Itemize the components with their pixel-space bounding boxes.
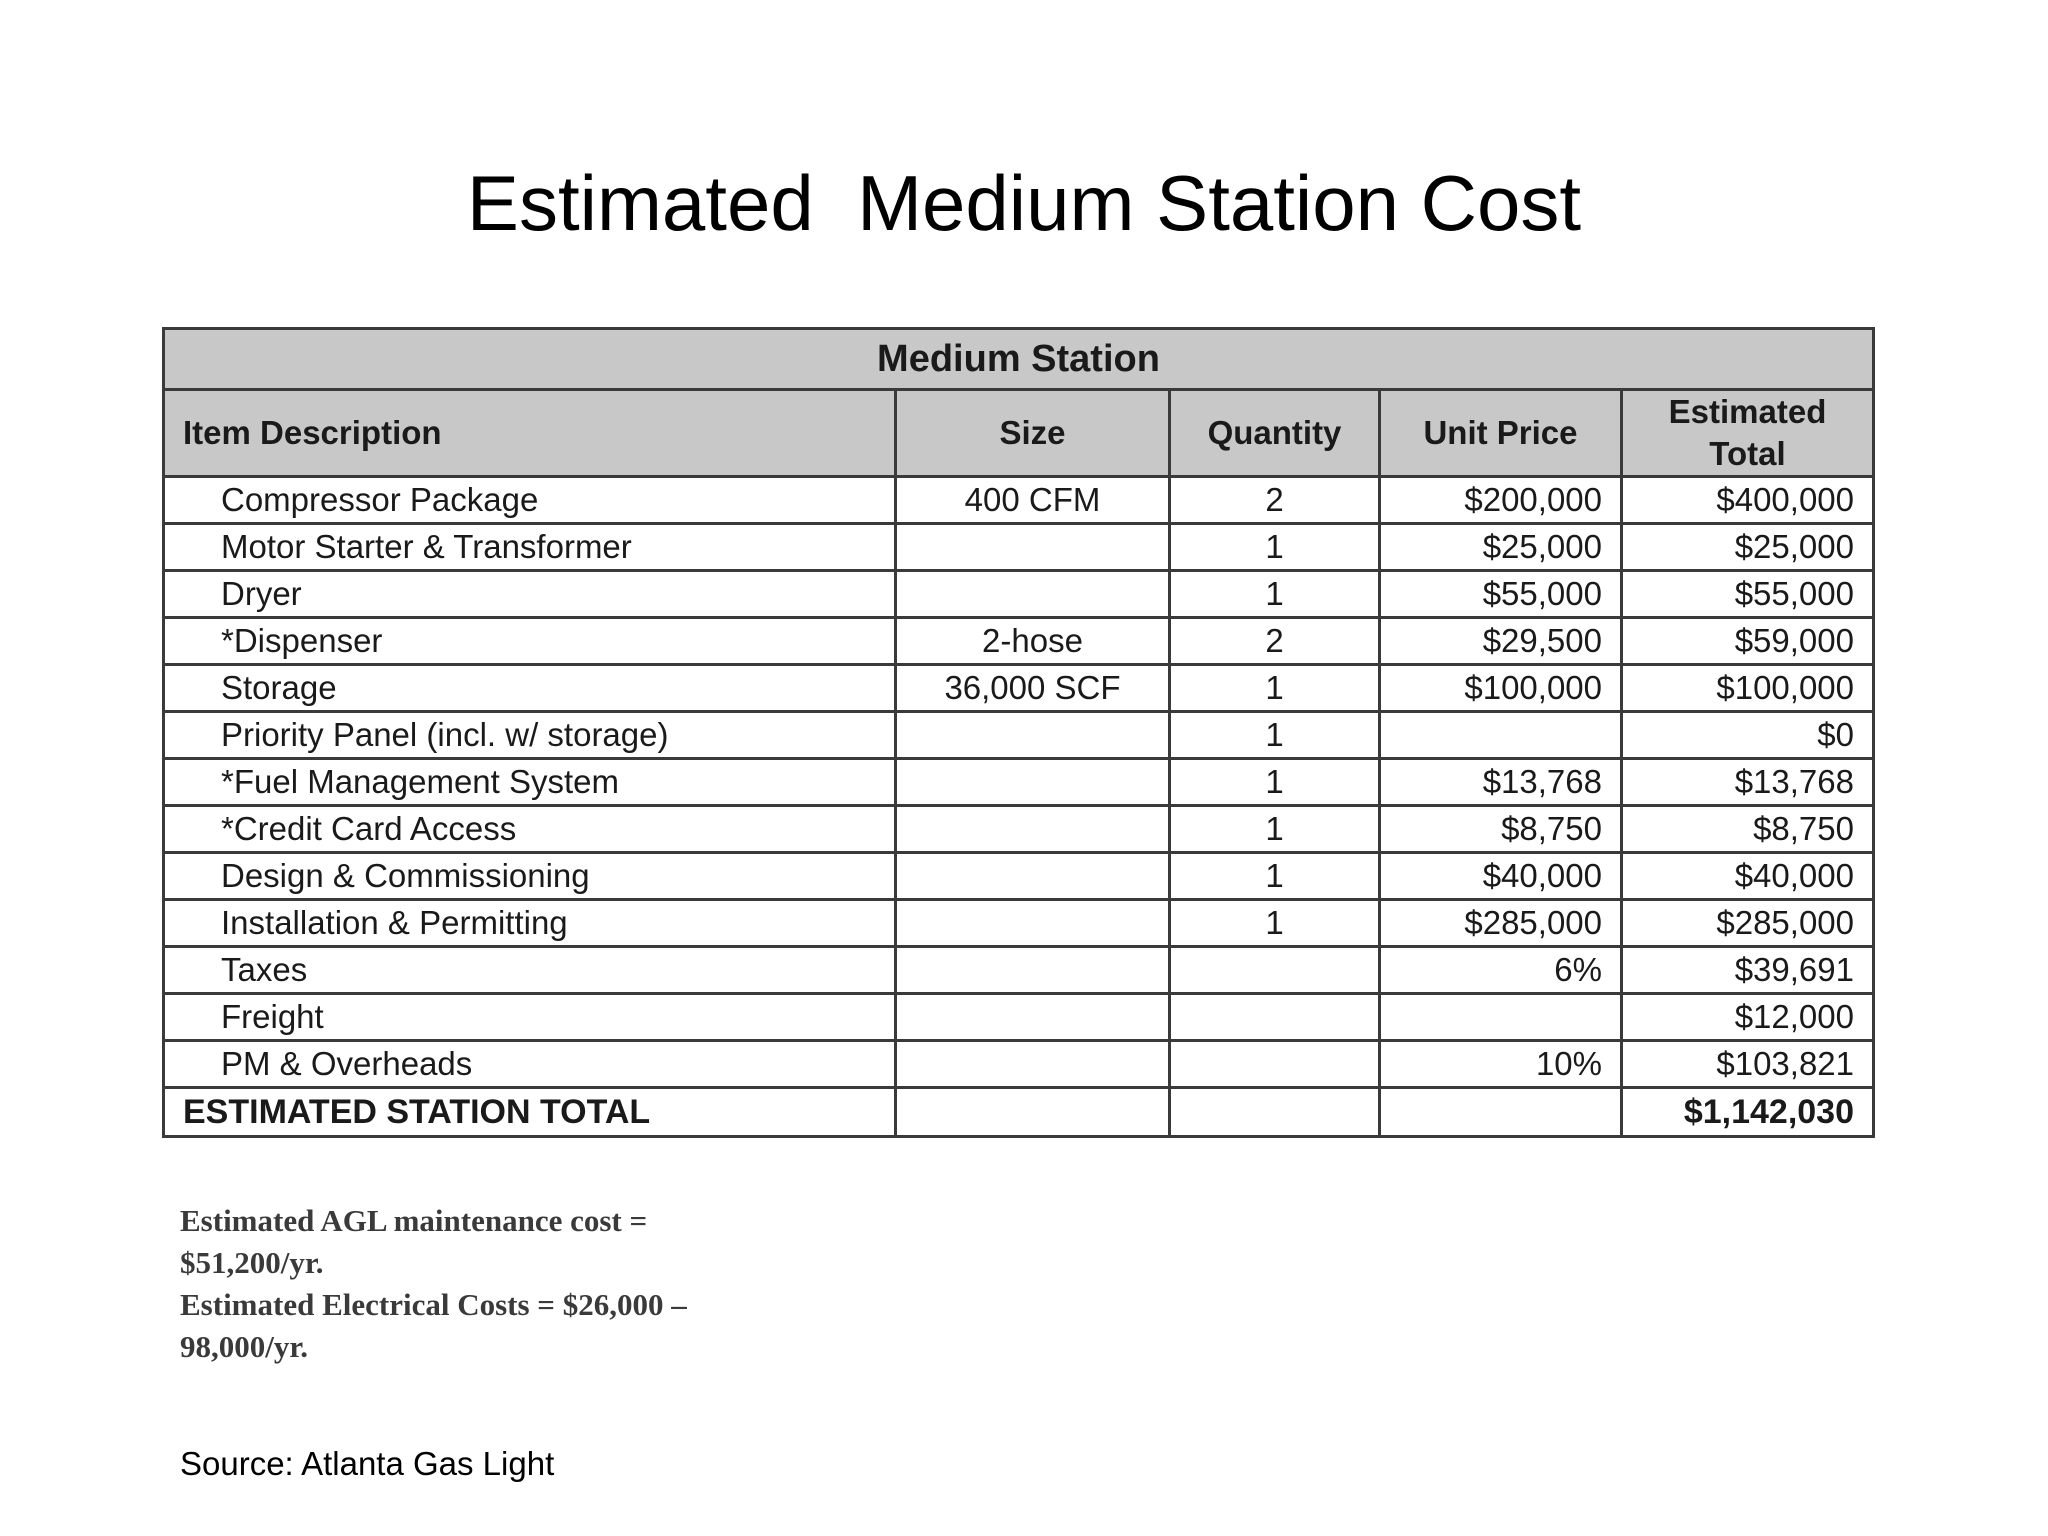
item-unit-price: $8,750 [1380, 806, 1622, 853]
item-size [896, 947, 1170, 994]
item-size [896, 853, 1170, 900]
slide-title: Estimated Medium Station Cost [466, 159, 1582, 247]
total-row [164, 1088, 1874, 1137]
item-quantity [1170, 994, 1380, 1041]
item-quantity: 1 [1170, 806, 1380, 853]
item-total: $103,821 [1622, 1041, 1874, 1088]
header-estimated-total-line1: Estimated [1668, 393, 1827, 430]
item-quantity: 2 [1170, 618, 1380, 665]
item-description: *Fuel Management System [164, 759, 896, 806]
table-row [164, 806, 1874, 853]
note-maintenance-label: Estimated AGL maintenance cost = [180, 1203, 648, 1238]
table-row [164, 759, 1874, 806]
item-size: 400 CFM [896, 477, 1170, 524]
item-total: $8,750 [1622, 806, 1874, 853]
item-size: 36,000 SCF [896, 665, 1170, 712]
item-quantity: 1 [1170, 853, 1380, 900]
item-quantity [1170, 1041, 1380, 1088]
item-description: *Dispenser [164, 618, 896, 665]
item-description: *Credit Card Access [164, 806, 896, 853]
item-description: Dryer [164, 571, 896, 618]
item-total: $12,000 [1622, 994, 1874, 1041]
item-quantity: 1 [1170, 759, 1380, 806]
header-unit-price: Unit Price [1380, 390, 1622, 477]
item-unit-price: $100,000 [1380, 665, 1622, 712]
item-total: $13,768 [1622, 759, 1874, 806]
item-unit-price: $29,500 [1380, 618, 1622, 665]
item-description: PM & Overheads [164, 1041, 896, 1088]
item-quantity: 1 [1170, 665, 1380, 712]
table-row [164, 477, 1874, 524]
note-electrical-value: 98,000/yr. [180, 1329, 309, 1364]
item-size [896, 524, 1170, 571]
item-unit-price: 10% [1380, 1041, 1622, 1088]
item-unit-price: $55,000 [1380, 571, 1622, 618]
header-quantity: Quantity [1170, 390, 1380, 477]
table-row [164, 994, 1874, 1041]
total-size-empty [896, 1088, 1170, 1137]
table-row [164, 665, 1874, 712]
item-description: Storage [164, 665, 896, 712]
total-label: ESTIMATED STATION TOTAL [164, 1088, 896, 1137]
header-size: Size [896, 390, 1170, 477]
table-row [164, 571, 1874, 618]
table-row [164, 853, 1874, 900]
item-size [896, 571, 1170, 618]
source-credit: Source: Atlanta Gas Light [180, 1445, 555, 1482]
table-row [164, 1041, 1874, 1088]
station-cost-table [162, 327, 1875, 1138]
item-quantity: 1 [1170, 712, 1380, 759]
item-description: Motor Starter & Transformer [164, 524, 896, 571]
item-size [896, 994, 1170, 1041]
item-unit-price: $13,768 [1380, 759, 1622, 806]
item-total: $25,000 [1622, 524, 1874, 571]
header-estimated-total-line2: Total [1709, 435, 1786, 472]
item-total: $59,000 [1622, 618, 1874, 665]
table-row [164, 900, 1874, 947]
item-size: 2-hose [896, 618, 1170, 665]
table-row [164, 712, 1874, 759]
item-description: Compressor Package [164, 477, 896, 524]
item-unit-price: $200,000 [1380, 477, 1622, 524]
table-row [164, 947, 1874, 994]
header-item-description: Item Description [164, 390, 896, 477]
item-description: Installation & Permitting [164, 900, 896, 947]
item-size [896, 900, 1170, 947]
cost-notes [180, 1200, 800, 1368]
item-unit-price [1380, 712, 1622, 759]
item-unit-price [1380, 994, 1622, 1041]
item-quantity: 1 [1170, 900, 1380, 947]
item-total: $285,000 [1622, 900, 1874, 947]
header-estimated-total [1622, 390, 1874, 477]
item-size [896, 1041, 1170, 1088]
table-row [164, 618, 1874, 665]
item-unit-price: 6% [1380, 947, 1622, 994]
note-electrical-label: Estimated Electrical Costs = $26,000 – [180, 1287, 687, 1322]
item-total: $100,000 [1622, 665, 1874, 712]
item-unit-price: $25,000 [1380, 524, 1622, 571]
total-quantity-empty [1170, 1088, 1380, 1137]
item-unit-price: $40,000 [1380, 853, 1622, 900]
item-quantity: 1 [1170, 524, 1380, 571]
item-quantity: 2 [1170, 477, 1380, 524]
total-unit-price-empty [1380, 1088, 1622, 1137]
table-row [164, 524, 1874, 571]
item-description: Freight [164, 994, 896, 1041]
total-value: $1,142,030 [1622, 1088, 1874, 1137]
item-unit-price: $285,000 [1380, 900, 1622, 947]
item-total: $400,000 [1622, 477, 1874, 524]
item-description: Taxes [164, 947, 896, 994]
item-total: $0 [1622, 712, 1874, 759]
table-caption: Medium Station [164, 329, 1874, 390]
item-description: Priority Panel (incl. w/ storage) [164, 712, 896, 759]
item-size [896, 712, 1170, 759]
item-description: Design & Commissioning [164, 853, 896, 900]
item-quantity [1170, 947, 1380, 994]
item-total: $39,691 [1622, 947, 1874, 994]
item-size [896, 759, 1170, 806]
item-size [896, 806, 1170, 853]
item-total: $40,000 [1622, 853, 1874, 900]
item-quantity: 1 [1170, 571, 1380, 618]
item-total: $55,000 [1622, 571, 1874, 618]
note-maintenance-value: $51,200/yr. [180, 1245, 324, 1280]
